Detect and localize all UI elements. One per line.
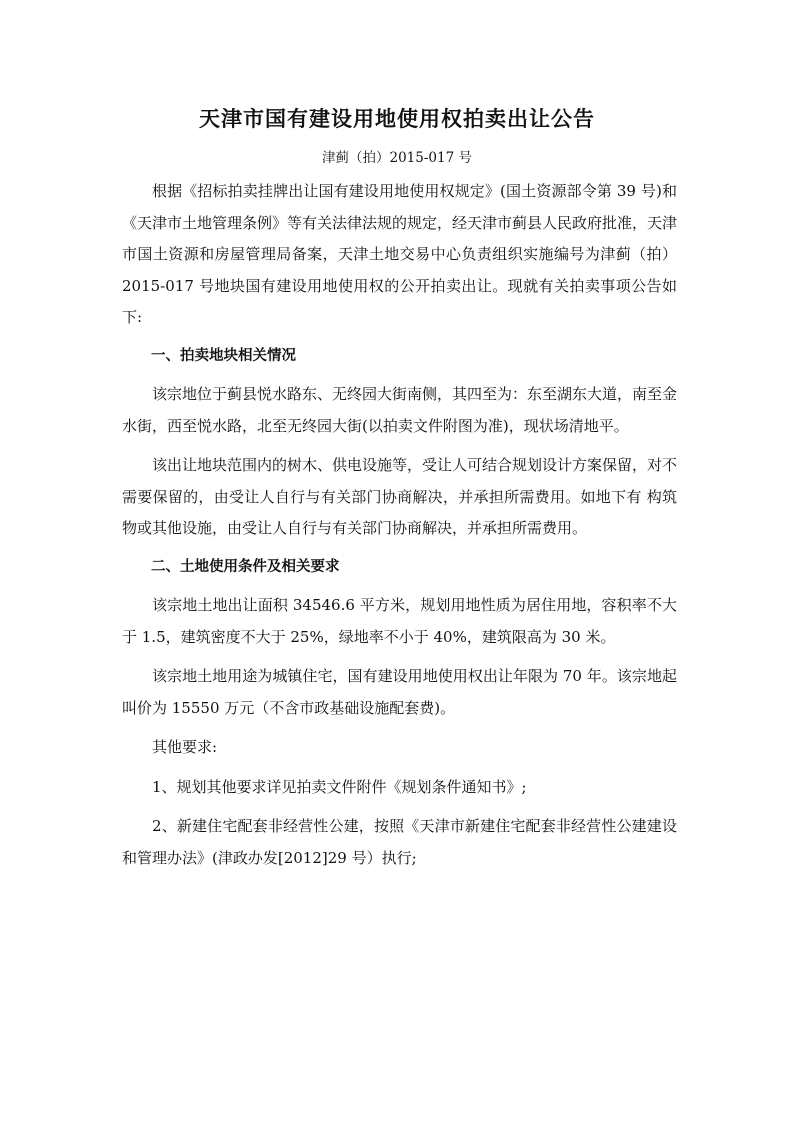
- paragraph-facilities: 该出让地块范围内的树木、供电设施等，受让人可结合规划设计方案保留，对不需要保留的，由受让人自行与有关部门协商解决，并承担所需费用。如地下有 构筑物或其他设施，由受让人自行与有关部门协商解决，并承担所需费用。: [122, 456, 678, 537]
- paragraph-area: 该宗地土地出让面积 34546.6 平方米，规划用地性质为居住用地，容积率不大于 1.5，建筑密度不大于 25%，绿地率不小于 40%，建筑限高为 30 米。: [122, 596, 677, 646]
- paragraph-location: 该宗地位于蓟县悦水路东、无终园大街南侧，其四至为：东至湖东大道，南至金水街，西至悦水路，北至无终园大街(以拍卖文件附图为准)，现状场清地平。: [122, 385, 678, 435]
- paragraph-intro: 根据《招标拍卖挂牌出让国有建设用地使用权规定》(国土资源部令第 39 号)和《天津市土地管理条例》等有关法律法规的规定，经天津市蓟县人民政府批准，天津市国土资源和房屋管理局备案，天津土地交易中心负责组织实施编号为津蓟（拍）2015-017 号地块国有建设用地使用权的公开拍卖出让。现就有关拍卖事项公告如下:: [122, 182, 678, 326]
- paragraph-usage: 该宗地土地用途为城镇住宅，国有建设用地使用权出让年限为 70 年。该宗地起叫价为 15550 万元（不含市政基础设施配套费)。: [122, 667, 677, 717]
- section-heading-2: 二、土地使用条件及相关要求: [151, 558, 340, 575]
- paragraph-other-requirements: 其他要求:: [152, 738, 218, 756]
- list-item-1: 1、规划其他要求详见拍卖文件附件《规划条件通知书》;: [152, 777, 527, 796]
- document-number: 津蓟（拍）2015-017 号: [322, 150, 472, 166]
- section-heading-1: 一、拍卖地块相关情况: [151, 347, 296, 364]
- list-item-2: 2、新建住宅配套非经营性公建，按照《天津市新建住宅配套非经营性公建建设和管理办法》(津政办发[2012]29 号）执行;: [122, 817, 677, 867]
- document-body: [122, 176, 677, 874]
- document-title: 天津市国有建设用地使用权拍卖出让公告: [199, 107, 595, 131]
